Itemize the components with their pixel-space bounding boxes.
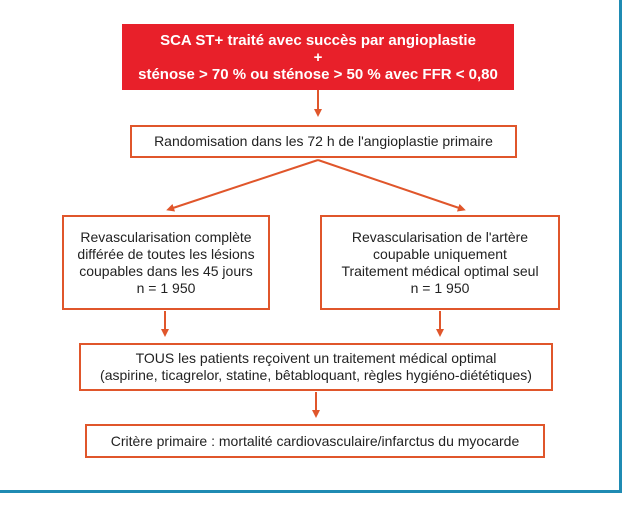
right-arm-count: n = 1 950 — [410, 279, 470, 296]
all-patients-line-1: TOUS les patients reçoivent un traitement médical optimal — [135, 350, 497, 366]
left-arm-line-2: différée de toutes les lésions — [77, 245, 255, 262]
inclusion-line-1: SCA ST+ traité avec succès par angioplastie — [160, 31, 476, 49]
randomisation-box — [130, 125, 517, 158]
inclusion-line-2: + — [313, 48, 323, 66]
arrow-randomisation-to-left — [170, 160, 318, 209]
right-arm-line-3: Traitement médical optimal seul — [341, 262, 539, 279]
arrow-randomisation-to-right — [318, 160, 462, 209]
right-arm-line-1: Revascularisation de l'artère — [351, 228, 529, 245]
primary-endpoint-box — [85, 424, 545, 458]
randomisation-label: Randomisation dans les 72 h de l'angioplastie primaire — [154, 133, 493, 149]
left-arm-box — [62, 215, 270, 310]
inclusion-line-3: sténose > 70 % ou sténose > 50 % avec FFR < 0,80 — [138, 65, 498, 83]
left-arm-line-1: Revascularisation complète — [80, 228, 252, 245]
all-patients-box — [79, 343, 553, 391]
inclusion-box — [122, 24, 514, 90]
left-arm-line-3: coupables dans les 45 jours — [79, 262, 253, 279]
all-patients-line-2: (aspirine, ticagrelor, statine, bêtabloquant, règles hygiéno-diététiques) — [100, 367, 532, 383]
left-arm-count: n = 1 950 — [136, 279, 196, 296]
primary-endpoint-label: Critère primaire : mortalité cardiovasculaire/infarctus du myocarde — [110, 432, 520, 449]
right-arm-box — [320, 215, 560, 310]
right-arm-line-2: coupable uniquement — [373, 245, 507, 262]
